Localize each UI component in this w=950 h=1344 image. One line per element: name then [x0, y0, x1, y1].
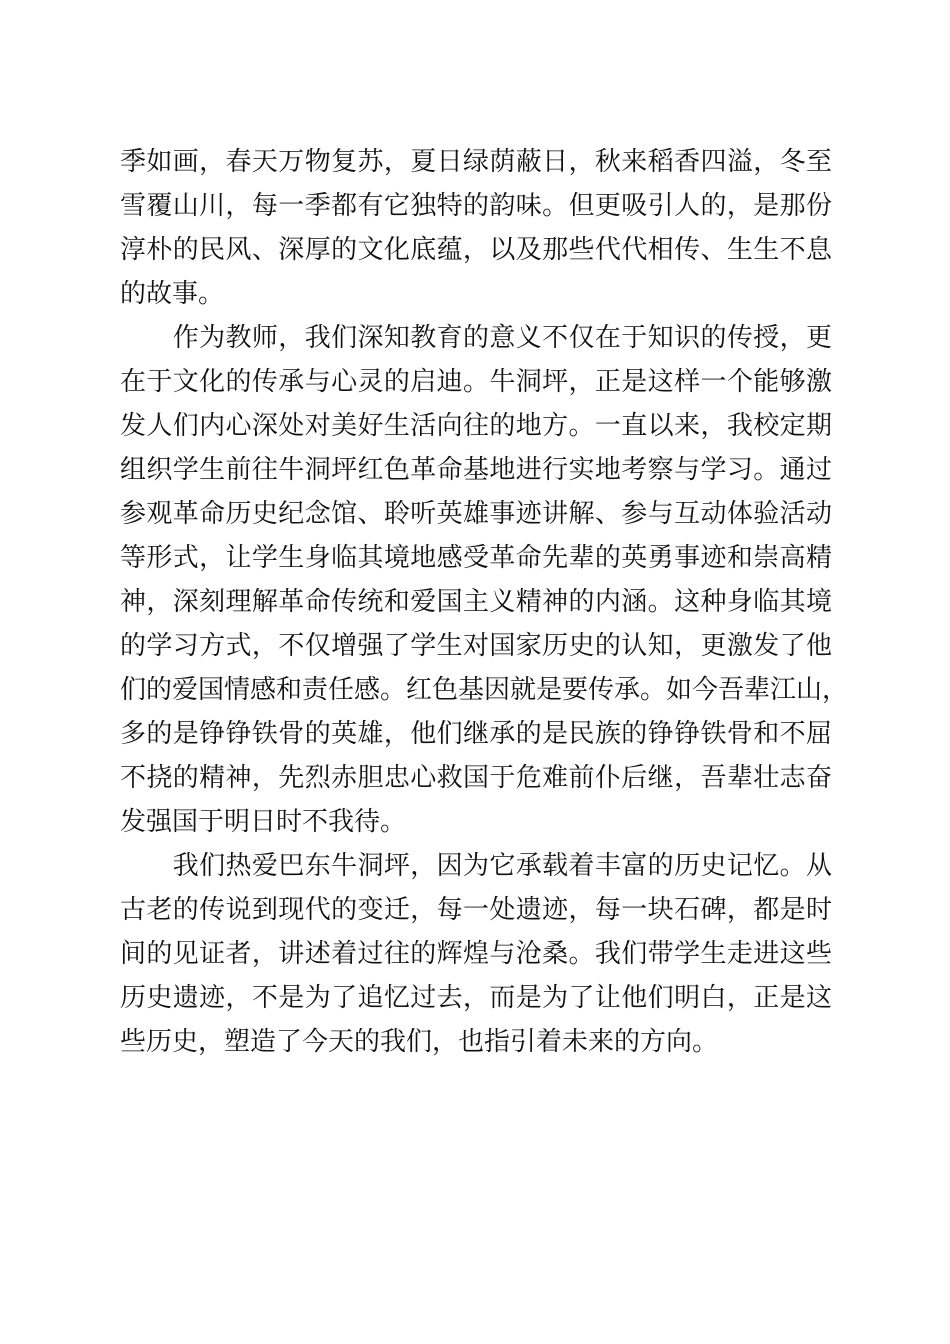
- text-line: 不挠的精神，先烈赤胆忠心救国于危难前仆后继，吾辈壮志奋: [120, 763, 832, 793]
- text-line: 古老的传说到现代的变迁，每一处遗迹，每一块石碑，都是时: [120, 895, 832, 925]
- text-line: 淳朴的民风、深厚的文化底蕴，以及那些代代相传、生生不息: [120, 235, 832, 265]
- text-line: 间的见证者，讲述着过往的辉煌与沧桑。我们带学生走进这些: [120, 939, 832, 969]
- text-line: 神，深刻理解革命传统和爱国主义精神的内涵。这种身临其境: [120, 587, 832, 617]
- body-text: [120, 140, 849, 1064]
- text-line: 我们热爱巴东牛洞坪，因为它承载着丰富的历史记忆。从: [120, 851, 832, 881]
- text-line: 的学习方式，不仅增强了学生对国家历史的认知，更激发了他: [120, 631, 832, 661]
- text-line: 参观革命历史纪念馆、聆听英雄事迹讲解、参与互动体验活动: [120, 499, 832, 529]
- text-line: 雪覆山川，每一季都有它独特的韵味。但更吸引人的，是那份: [120, 191, 832, 221]
- text-line: 些历史，塑造了今天的我们，也指引着未来的方向。: [120, 1027, 719, 1057]
- text-line: 作为教师，我们深知教育的意义不仅在于知识的传授，更: [120, 323, 832, 353]
- text-line: 等形式，让学生身临其境地感受革命先辈的英勇事迹和崇高精: [120, 543, 832, 573]
- text-line: 在于文化的传承与心灵的启迪。牛洞坪，正是这样一个能够激: [120, 367, 832, 397]
- text-line: 组织学生前往牛洞坪红色革命基地进行实地考察与学习。通过: [120, 455, 832, 485]
- text-line: 季如画，春天万物复苏，夏日绿荫蔽日，秋来稻香四溢，冬至: [120, 147, 832, 177]
- text-line: 的故事。: [120, 279, 225, 309]
- text-line: 历史遗迹，不是为了追忆过去，而是为了让他们明白，正是这: [120, 983, 832, 1013]
- text-line: 多的是铮铮铁骨的英雄，他们继承的是民族的铮铮铁骨和不屈: [120, 719, 832, 749]
- text-line: 发强国于明日时不我待。: [120, 807, 407, 837]
- text-line: 们的爱国情感和责任感。红色基因就是要传承。如今吾辈江山，: [120, 675, 849, 705]
- text-line: 发人们内心深处对美好生活向往的地方。一直以来，我校定期: [120, 411, 832, 441]
